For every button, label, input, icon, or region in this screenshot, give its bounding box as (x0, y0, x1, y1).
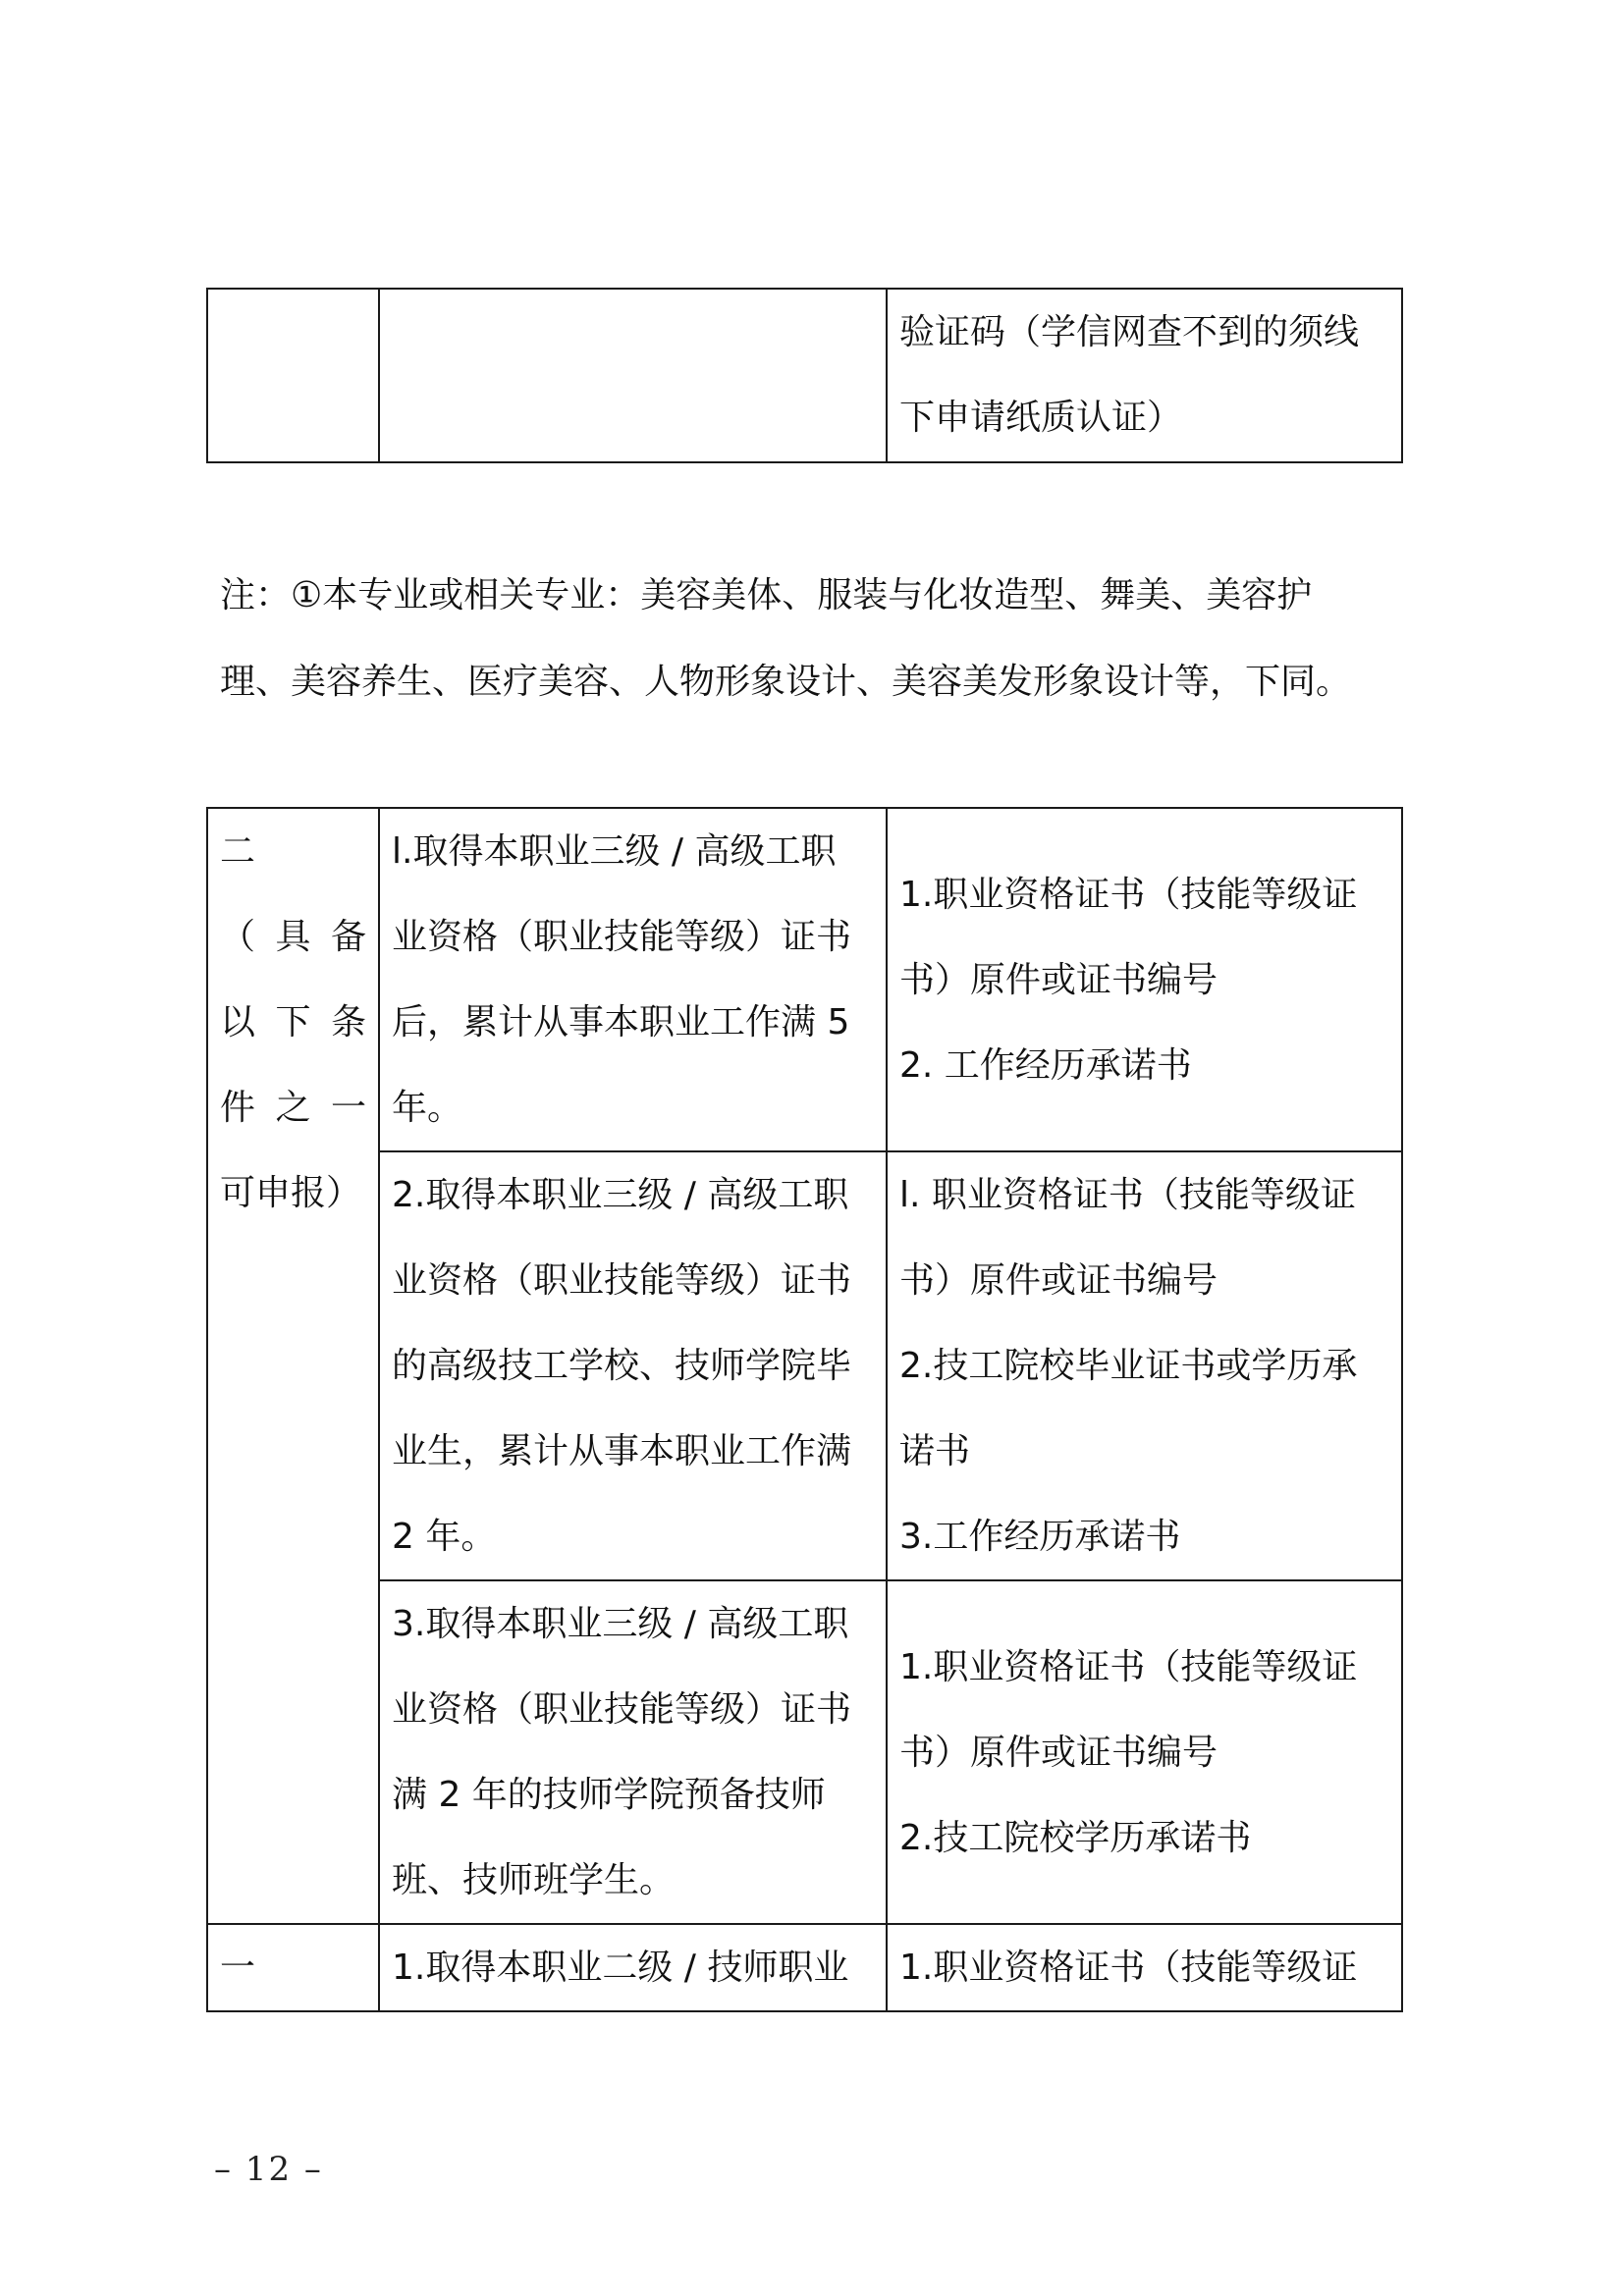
condition-line: 业资格（职业技能等级）证书 (392, 1689, 852, 1730)
materials-line: 书）原件或证书编号 (899, 1732, 1218, 1773)
condition-line: 2 年。 (392, 1517, 497, 1557)
table-row (207, 289, 1402, 462)
level-label-line: （具备 (220, 917, 366, 957)
condition-cell (379, 289, 887, 462)
materials-line: 诺书 (899, 1431, 971, 1471)
table-row (207, 808, 1402, 1151)
materials-line: 书）原件或证书编号 (899, 959, 1218, 1000)
materials-line: 1.职业资格证书（技能等级证 (899, 1948, 1358, 1988)
condition-cell (379, 808, 887, 1151)
table-row (207, 1580, 1402, 1924)
condition-line: 2.取得本职业三级 / 高级工职 (392, 1175, 849, 1215)
level-label-line: 件之一 (220, 1088, 366, 1128)
materials-line: l. 职业资格证书（技能等级证 (899, 1175, 1356, 1215)
page-number: – 12 – (214, 2150, 323, 2189)
condition-line: 年。 (392, 1088, 463, 1128)
level-two-cell (207, 808, 379, 1924)
level-one-cell: 一 (207, 1924, 379, 2011)
materials-cell (887, 808, 1402, 1151)
continued-requirements-table (206, 288, 1403, 463)
condition-line: 满 2 年的技师学院预备技师 (392, 1775, 826, 1815)
level-label-line: 以下条 (220, 1002, 366, 1042)
materials-cell (887, 289, 1402, 462)
level-cell (207, 289, 379, 462)
note-paragraph (220, 553, 1398, 725)
condition-cell (379, 1580, 887, 1924)
level-label-line: 二 (220, 831, 256, 872)
materials-cell (887, 1580, 1402, 1924)
materials-line: 验证码（学信网查不到的须线 (899, 312, 1360, 352)
requirements-table (206, 807, 1403, 2012)
materials-cell (887, 1924, 1402, 2011)
table-row (207, 1924, 1402, 2011)
condition-line: 业资格（职业技能等级）证书 (392, 917, 852, 957)
table-row (207, 1151, 1402, 1580)
condition-cell (379, 1151, 887, 1580)
condition-line: 班、技师班学生。 (392, 1860, 676, 1900)
materials-line: 1.职业资格证书（技能等级证 (899, 1646, 1358, 1687)
materials-line: 下申请纸质认证） (899, 398, 1183, 438)
condition-line: 后，累计从事本职业工作满 5 (392, 1002, 850, 1042)
note-line: 理、美容养生、医疗美容、人物形象设计、美容美发形象设计等，下同。 (220, 662, 1352, 702)
materials-cell (887, 1151, 1402, 1580)
materials-line: 书）原件或证书编号 (899, 1260, 1218, 1301)
materials-line: 1.职业资格证书（技能等级证 (899, 874, 1358, 915)
condition-cell (379, 1924, 887, 2011)
condition-line: 业资格（职业技能等级）证书 (392, 1260, 852, 1301)
note-line: 注：①本专业或相关专业：美容美体、服装与化妆造型、舞美、美容护 (220, 575, 1313, 615)
materials-line: 2.技工院校学历承诺书 (899, 1817, 1252, 1858)
condition-line: 1.取得本职业二级 / 技师职业 (392, 1948, 849, 1988)
level-label-line: 可申报） (220, 1173, 362, 1213)
condition-line: 3.取得本职业三级 / 高级工职 (392, 1604, 849, 1644)
materials-line: 2.技工院校毕业证书或学历承 (899, 1346, 1358, 1386)
materials-line: 2. 工作经历承诺书 (899, 1044, 1192, 1086)
materials-line: 3.工作经历承诺书 (899, 1517, 1181, 1557)
condition-line: l.取得本职业三级 / 高级工职 (392, 831, 837, 872)
condition-line: 的高级技工学校、技师学院毕 (392, 1346, 852, 1386)
condition-line: 业生，累计从事本职业工作满 (392, 1431, 852, 1471)
